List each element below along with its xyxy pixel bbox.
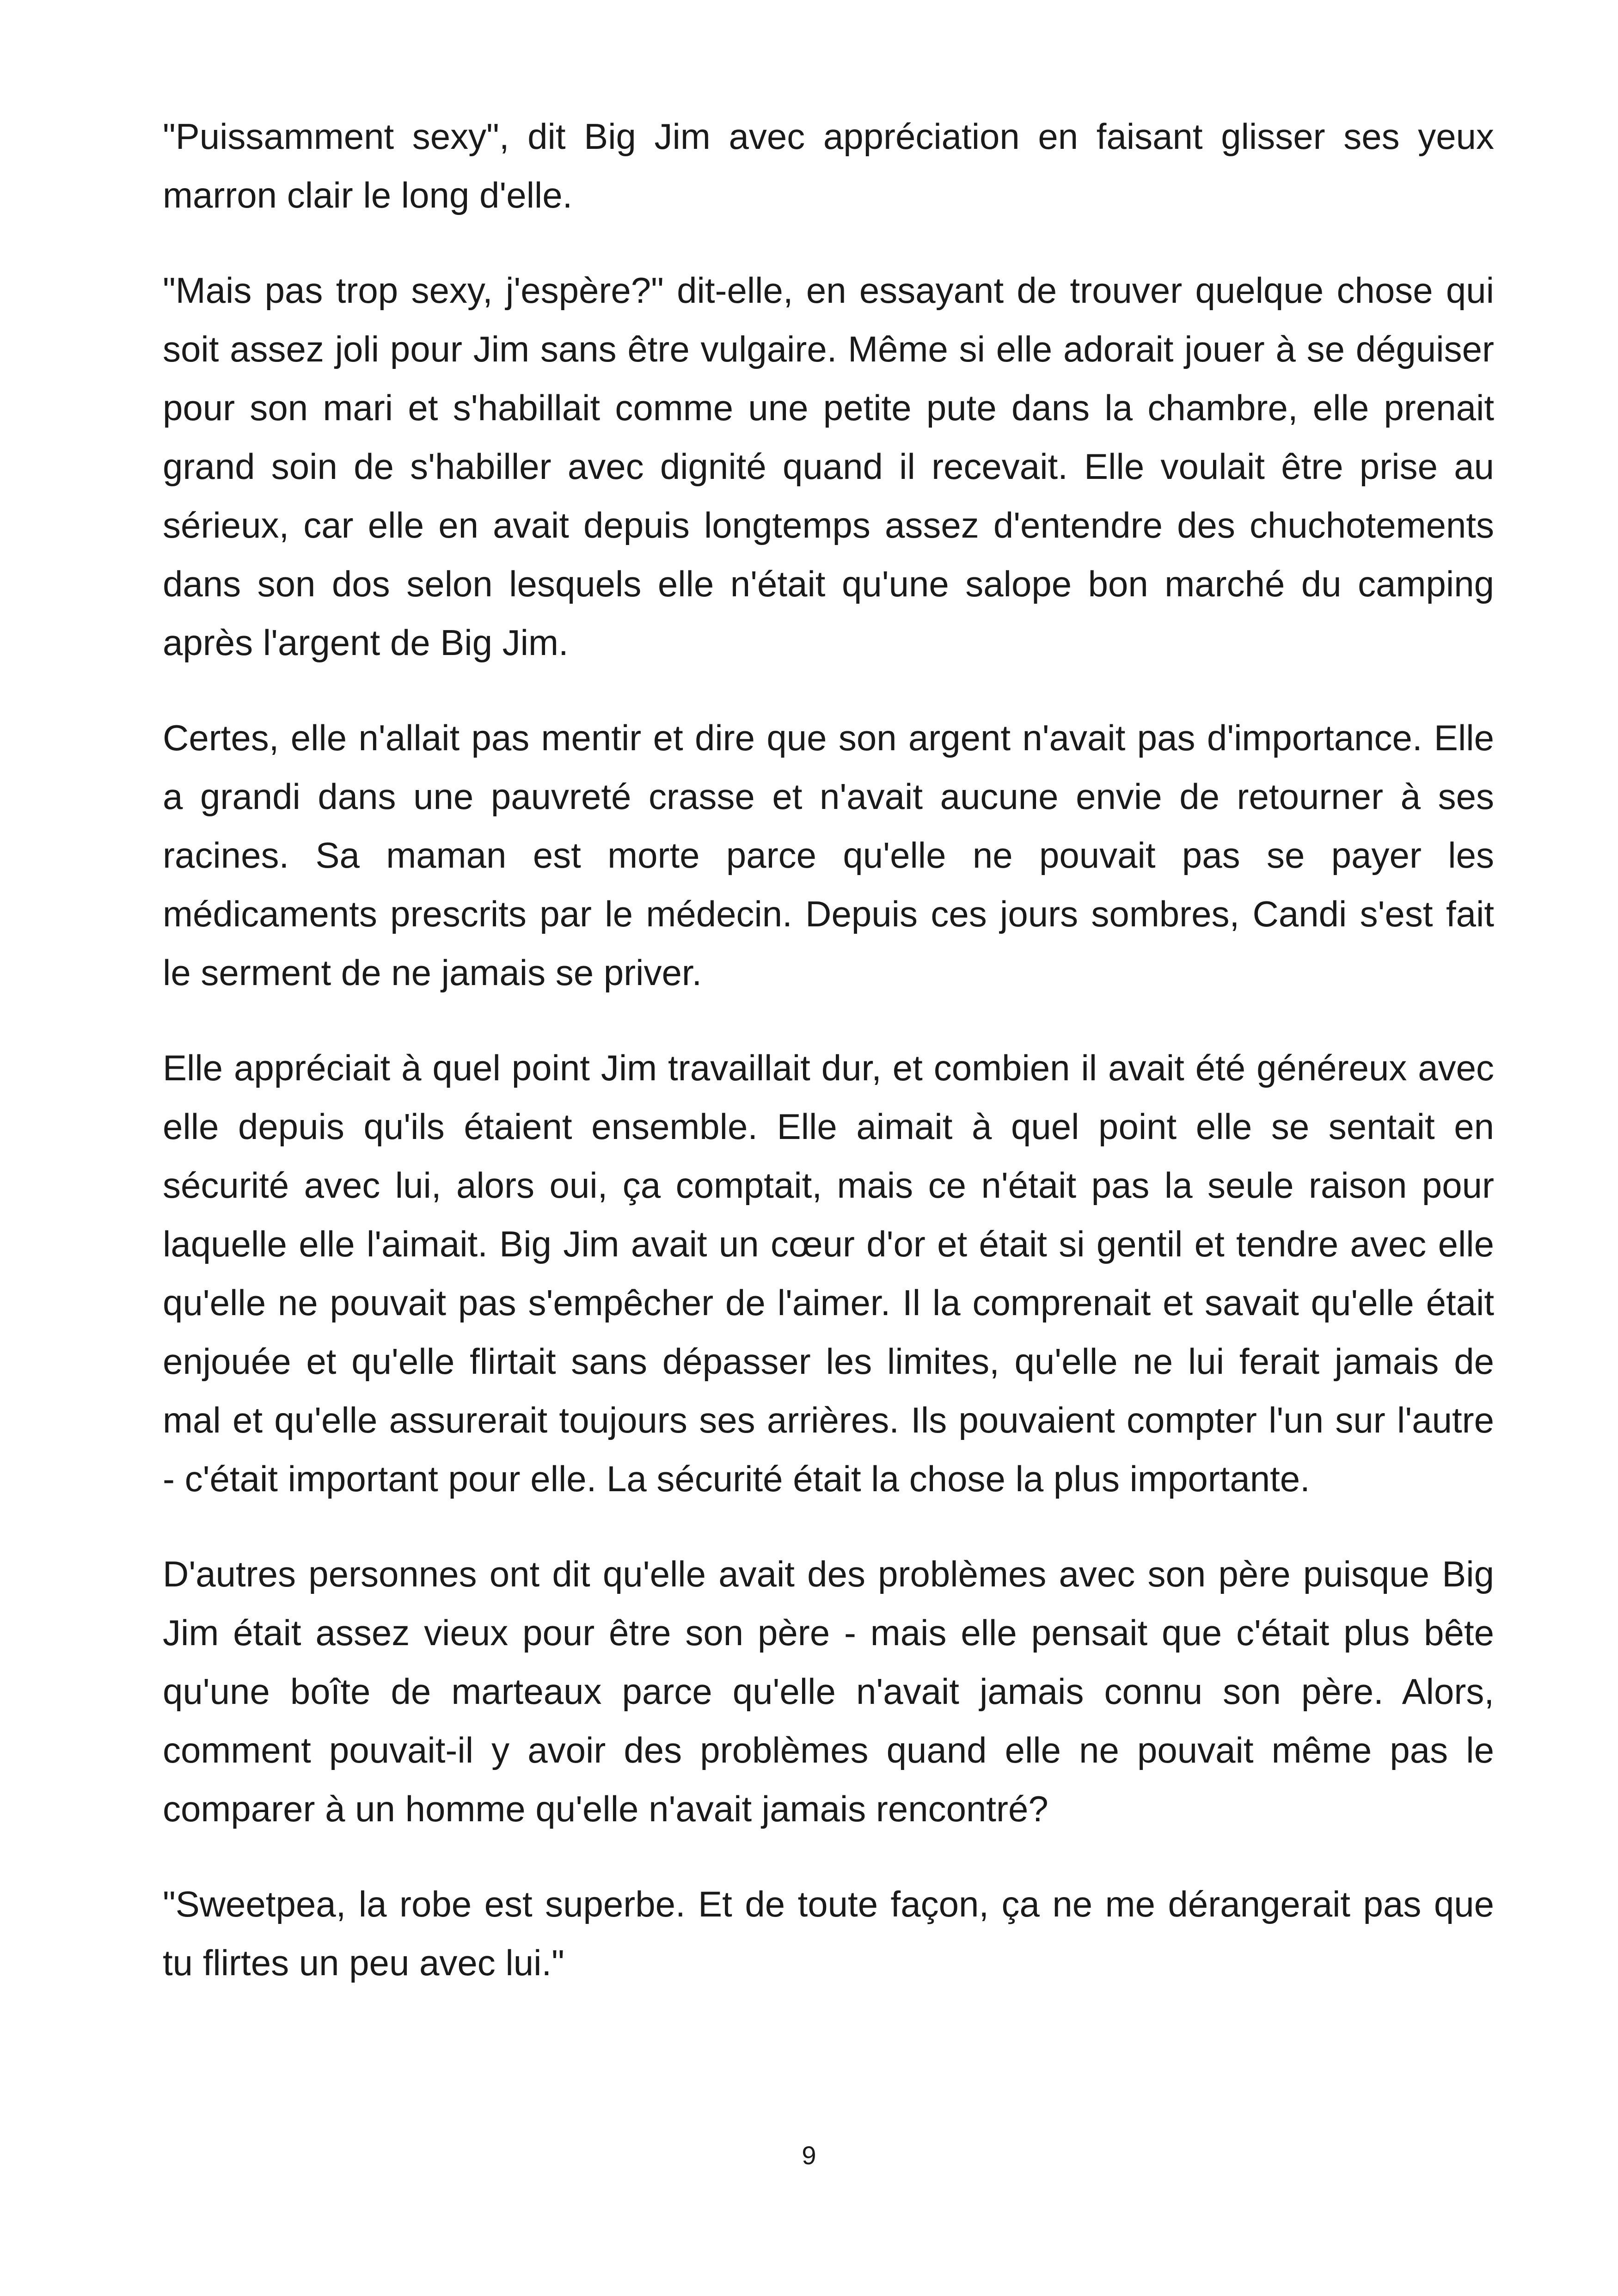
paragraph: "Puissamment sexy", dit Big Jim avec appréciation en faisant glisser ses yeux marron clair le long d'elle. — [163, 116, 1494, 215]
paragraph: D'autres personnes ont dit qu'elle avait des problèmes avec son père puisque Big Jim était assez vieux pour être son père - mais elle pensait que c'était plus bête qu'une boîte de marteaux parce qu'elle n'avait jamais connu son père. Alors, comment pouvait-il y avoir des problèmes quand elle ne pouvait même pas le comparer à un homme qu'elle n'avait jamais rencontré? — [163, 1554, 1494, 1829]
paragraph: Certes, elle n'allait pas mentir et dire que son argent n'avait pas d'importance. Elle a grandi dans une pauvreté crasse et n'avait aucune envie de retourner à ses racines. Sa maman est morte parce qu'elle ne pouvait pas se payer les médicaments prescrits par le médecin. Depuis ces jours sombres, Candi s'est fait le serment de ne jamais se priver. — [163, 717, 1494, 993]
paragraph: "Sweetpea, la robe est superbe. Et de toute façon, ça ne me dérangerait pas que tu flirtes un peu avec lui." — [163, 1884, 1494, 1983]
body-text — [163, 107, 1494, 2029]
page-number: 9 — [802, 2141, 816, 2170]
paragraph: "Mais pas trop sexy, j'espère?" dit-elle, en essayant de trouver quelque chose qui soit assez joli pour Jim sans être vulgaire. Même si elle adorait jouer à se déguiser pour son mari et s'habillait comme une petite pute dans la chambre, elle prenait grand soin de s'habiller avec dignité quand il recevait. Elle voulait être prise au sérieux, car elle en avait depuis longtemps assez d'entendre des chuchotements dans son dos selon lesquels elle n'était qu'une salope bon marché du camping après l'argent de Big Jim. — [163, 270, 1494, 663]
paragraph: Elle appréciait à quel point Jim travaillait dur, et combien il avait été généreux avec elle depuis qu'ils étaient ensemble. Elle aimait à quel point elle se sentait en sécurité avec lui, alors oui, ça comptait, mais ce n'était pas la seule raison pour laquelle elle l'aimait. Big Jim avait un cœur d'or et était si gentil et tendre avec elle qu'elle ne pouvait pas s'empêcher de l'aimer. Il la comprenait et savait qu'elle était enjouée et qu'elle flirtait sans dépasser les limites, qu'elle ne lui ferait jamais de mal et qu'elle assurerait toujours ses arrières. Ils pouvaient compter l'un sur l'autre - c'était important pour elle. La sécurité était la chose la plus importante. — [163, 1047, 1494, 1499]
